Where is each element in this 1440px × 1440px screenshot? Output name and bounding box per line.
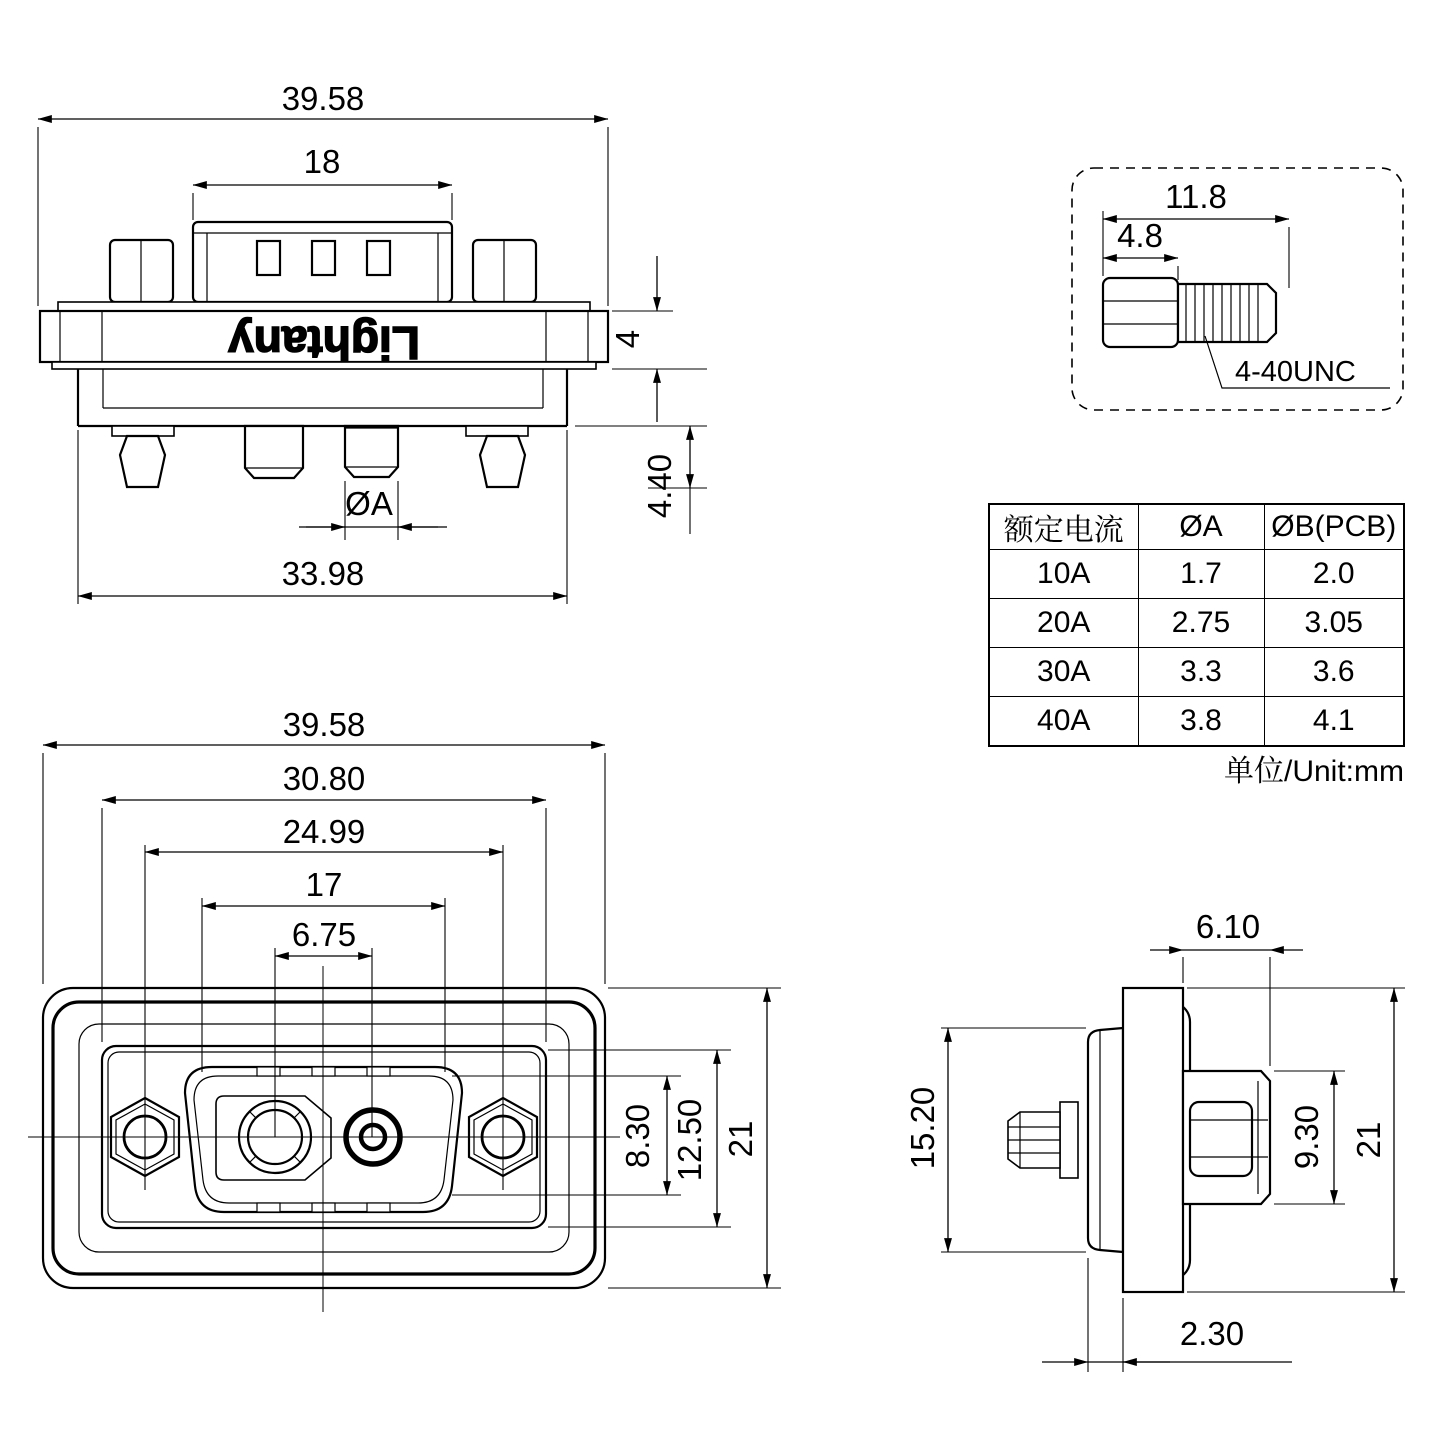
dim-label: 18 — [303, 143, 341, 180]
flange-profile — [1123, 988, 1183, 1292]
dim-label: 30.80 — [282, 760, 366, 797]
dim-4 — [609, 256, 707, 422]
dim-dia-A — [299, 481, 447, 540]
table-row — [989, 550, 1404, 599]
jackscrew-right — [473, 240, 536, 302]
gasket-profile — [1088, 1028, 1123, 1252]
thread-callout — [1205, 336, 1390, 388]
table-header-row — [989, 504, 1404, 550]
dim-label: 6.10 — [1195, 908, 1261, 945]
dim-label: 17 — [305, 866, 343, 903]
cell: 3.8 — [1138, 697, 1264, 746]
collet-pin — [1008, 1112, 1060, 1168]
dim-label: 4 — [609, 329, 646, 349]
cell: 3.05 — [1264, 599, 1404, 648]
dim-9-30 — [1274, 1071, 1345, 1204]
spec-table — [988, 503, 1405, 747]
top-view — [38, 80, 707, 604]
front-view — [28, 706, 781, 1312]
cell: 1.7 — [1138, 550, 1264, 599]
dim-label: 9.30 — [1288, 1104, 1325, 1170]
cell: 2.75 — [1138, 599, 1264, 648]
dim-label: 4.8 — [1117, 217, 1163, 254]
cell: 3.3 — [1138, 648, 1264, 697]
screw-body — [1103, 278, 1276, 347]
dim-label: 15.20 — [904, 1086, 941, 1170]
table-row — [989, 697, 1404, 746]
col-header-rated-current: 额定电流 — [989, 504, 1138, 550]
cell: 4.1 — [1264, 697, 1404, 746]
dim-label: 4.40 — [641, 453, 678, 519]
cell: 30A — [989, 648, 1138, 697]
table-row — [989, 648, 1404, 697]
dim-label: 12.50 — [671, 1098, 708, 1182]
rear-body — [78, 369, 567, 436]
cell: 2.0 — [1264, 550, 1404, 599]
dim-label: ØA — [345, 485, 393, 522]
dim-label: 21 — [1350, 1121, 1387, 1159]
mount-peg-left — [120, 436, 165, 487]
col-header-dia-a: ØA — [1138, 504, 1264, 550]
front-section-profile — [1183, 1071, 1270, 1204]
dim-label: 8.30 — [619, 1103, 656, 1169]
power-contact-rear — [245, 426, 303, 478]
dim-label: 39.58 — [281, 80, 365, 117]
unit-note: 单位/Unit:mm — [1224, 755, 1404, 788]
thread-spec-label: 4-40UNC — [1235, 356, 1356, 388]
table-row — [989, 599, 1404, 648]
dim-label: 39.58 — [282, 706, 366, 743]
cell: 20A — [989, 599, 1138, 648]
signal-contact-rear — [345, 426, 398, 477]
dim-label: 6.75 — [291, 916, 357, 953]
dim-label: 2.30 — [1179, 1315, 1245, 1352]
brand-logo-text: Lightany — [228, 316, 420, 369]
cell: 40A — [989, 697, 1138, 746]
jackscrew-left — [110, 240, 173, 302]
dim-4-40 — [575, 426, 707, 534]
washer-profile — [1060, 1102, 1078, 1178]
dim-18 — [193, 143, 452, 220]
dim-4-8 — [1103, 217, 1178, 280]
dim-label: 21 — [722, 1120, 759, 1158]
cell: 10A — [989, 550, 1138, 599]
flange-lip-top — [58, 302, 590, 311]
cell: 3.6 — [1264, 648, 1404, 697]
mount-peg-right — [480, 436, 525, 487]
dim-label: 24.99 — [282, 813, 366, 850]
insert-slots — [257, 241, 390, 275]
dim-label: 33.98 — [281, 555, 365, 592]
side-view — [904, 908, 1405, 1372]
col-header-dia-b: ØB(PCB) — [1264, 504, 1404, 550]
screw-detail-view — [1072, 168, 1403, 410]
dim-label: 11.8 — [1165, 178, 1227, 215]
